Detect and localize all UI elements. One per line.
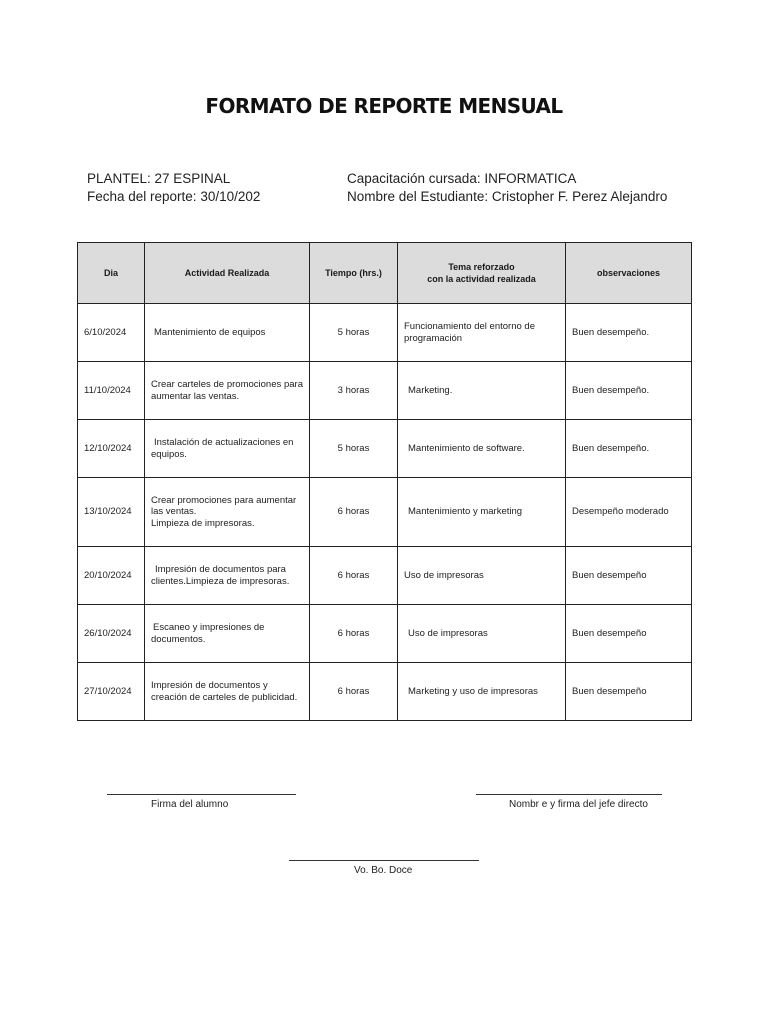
cell-actividad: Escaneo y impresiones de documentos. — [145, 605, 310, 663]
cell-actividad: Mantenimiento de equipos — [145, 304, 310, 362]
table-row — [78, 547, 692, 605]
cell-observaciones: Buen desempeño. — [566, 362, 692, 420]
cell-tema: Mantenimiento de software. — [398, 420, 566, 478]
info-left — [87, 170, 260, 206]
header-actividad: Actividad Realizada — [145, 243, 310, 304]
signature-line-jefe — [476, 794, 662, 795]
document-title: FORMATO DE REPORTE MENSUAL — [205, 94, 563, 118]
cell-dia: 6/10/2024 — [78, 304, 145, 362]
signature-vobo — [289, 860, 479, 876]
cell-tema: Uso de impresoras — [398, 605, 566, 663]
cell-observaciones: Desempeño moderado — [566, 478, 692, 547]
header-tema — [398, 243, 566, 304]
estudiante-label: Nombre del Estudiante: Cristopher F. Perez Alejandro — [347, 189, 668, 204]
cell-actividad: Instalación de actualizaciones en equipos. — [145, 420, 310, 478]
cell-actividad: Impresión de documentos y creación de carteles de publicidad. — [145, 663, 310, 721]
cell-dia: 13/10/2024 — [78, 478, 145, 547]
header-dia: Dia — [78, 243, 145, 304]
cell-tema: Marketing. — [398, 362, 566, 420]
cell-actividad-line1: Crear promociones para aumentar las ventas. — [151, 494, 297, 518]
table-row — [78, 663, 692, 721]
signature-label-alumno: Firma del alumno — [151, 799, 229, 810]
header-tema-line2: con la actividad realizada — [427, 274, 536, 284]
cell-actividad — [145, 478, 310, 547]
cell-tema: Uso de impresoras — [398, 547, 566, 605]
table-header-row — [78, 243, 692, 304]
table-row — [78, 362, 692, 420]
signature-alumno — [107, 794, 296, 810]
header-tema-line1: Tema reforzado — [448, 262, 515, 272]
signature-label-jefe: Nombr e y firma del jefe directo — [509, 799, 648, 810]
cell-tema: Mantenimiento y marketing — [398, 478, 566, 547]
cell-observaciones: Buen desempeño — [566, 605, 692, 663]
table-row — [78, 605, 692, 663]
cell-observaciones: Buen desempeño. — [566, 304, 692, 362]
cell-tiempo: 6 horas — [310, 547, 398, 605]
cell-dia: 27/10/2024 — [78, 663, 145, 721]
cell-dia: 20/10/2024 — [78, 547, 145, 605]
cell-observaciones: Buen desempeño. — [566, 420, 692, 478]
plantel-label: PLANTEL: 27 ESPINAL — [87, 171, 231, 186]
cell-dia: 11/10/2024 — [78, 362, 145, 420]
cell-tiempo: 5 horas — [310, 304, 398, 362]
cell-tiempo: 6 horas — [310, 663, 398, 721]
fecha-reporte-label: Fecha del reporte: 30/10/202 — [87, 189, 261, 204]
cell-dia: 12/10/2024 — [78, 420, 145, 478]
cell-actividad: Crear carteles de promociones para aumentar las ventas. — [145, 362, 310, 420]
report-table — [77, 242, 692, 721]
table-row — [78, 304, 692, 362]
capacitacion-label: Capacitación cursada: INFORMATICA — [347, 171, 577, 186]
signature-label-vobo: Vo. Bo. Doce — [354, 865, 413, 876]
table-row — [78, 478, 692, 547]
cell-tema: Funcionamiento del entorno de programación — [398, 304, 566, 362]
cell-actividad: Impresión de documentos para clientes.Limpieza de impresoras. — [145, 547, 310, 605]
cell-tiempo: 5 horas — [310, 420, 398, 478]
header-tiempo: Tiempo (hrs.) — [310, 243, 398, 304]
info-right — [347, 170, 667, 206]
cell-tema: Marketing y uso de impresoras — [398, 663, 566, 721]
cell-observaciones: Buen desempeño — [566, 663, 692, 721]
cell-actividad-line2: Limpieza de impresoras. — [151, 517, 255, 529]
cell-dia: 26/10/2024 — [78, 605, 145, 663]
cell-tiempo: 6 horas — [310, 605, 398, 663]
cell-tiempo: 6 horas — [310, 478, 398, 547]
signature-line-alumno — [107, 794, 296, 795]
table-row — [78, 420, 692, 478]
cell-observaciones: Buen desempeño — [566, 547, 692, 605]
header-observaciones: observaciones — [566, 243, 692, 304]
signature-jefe — [476, 794, 662, 810]
signature-line-vobo — [289, 860, 479, 861]
cell-tiempo: 3 horas — [310, 362, 398, 420]
